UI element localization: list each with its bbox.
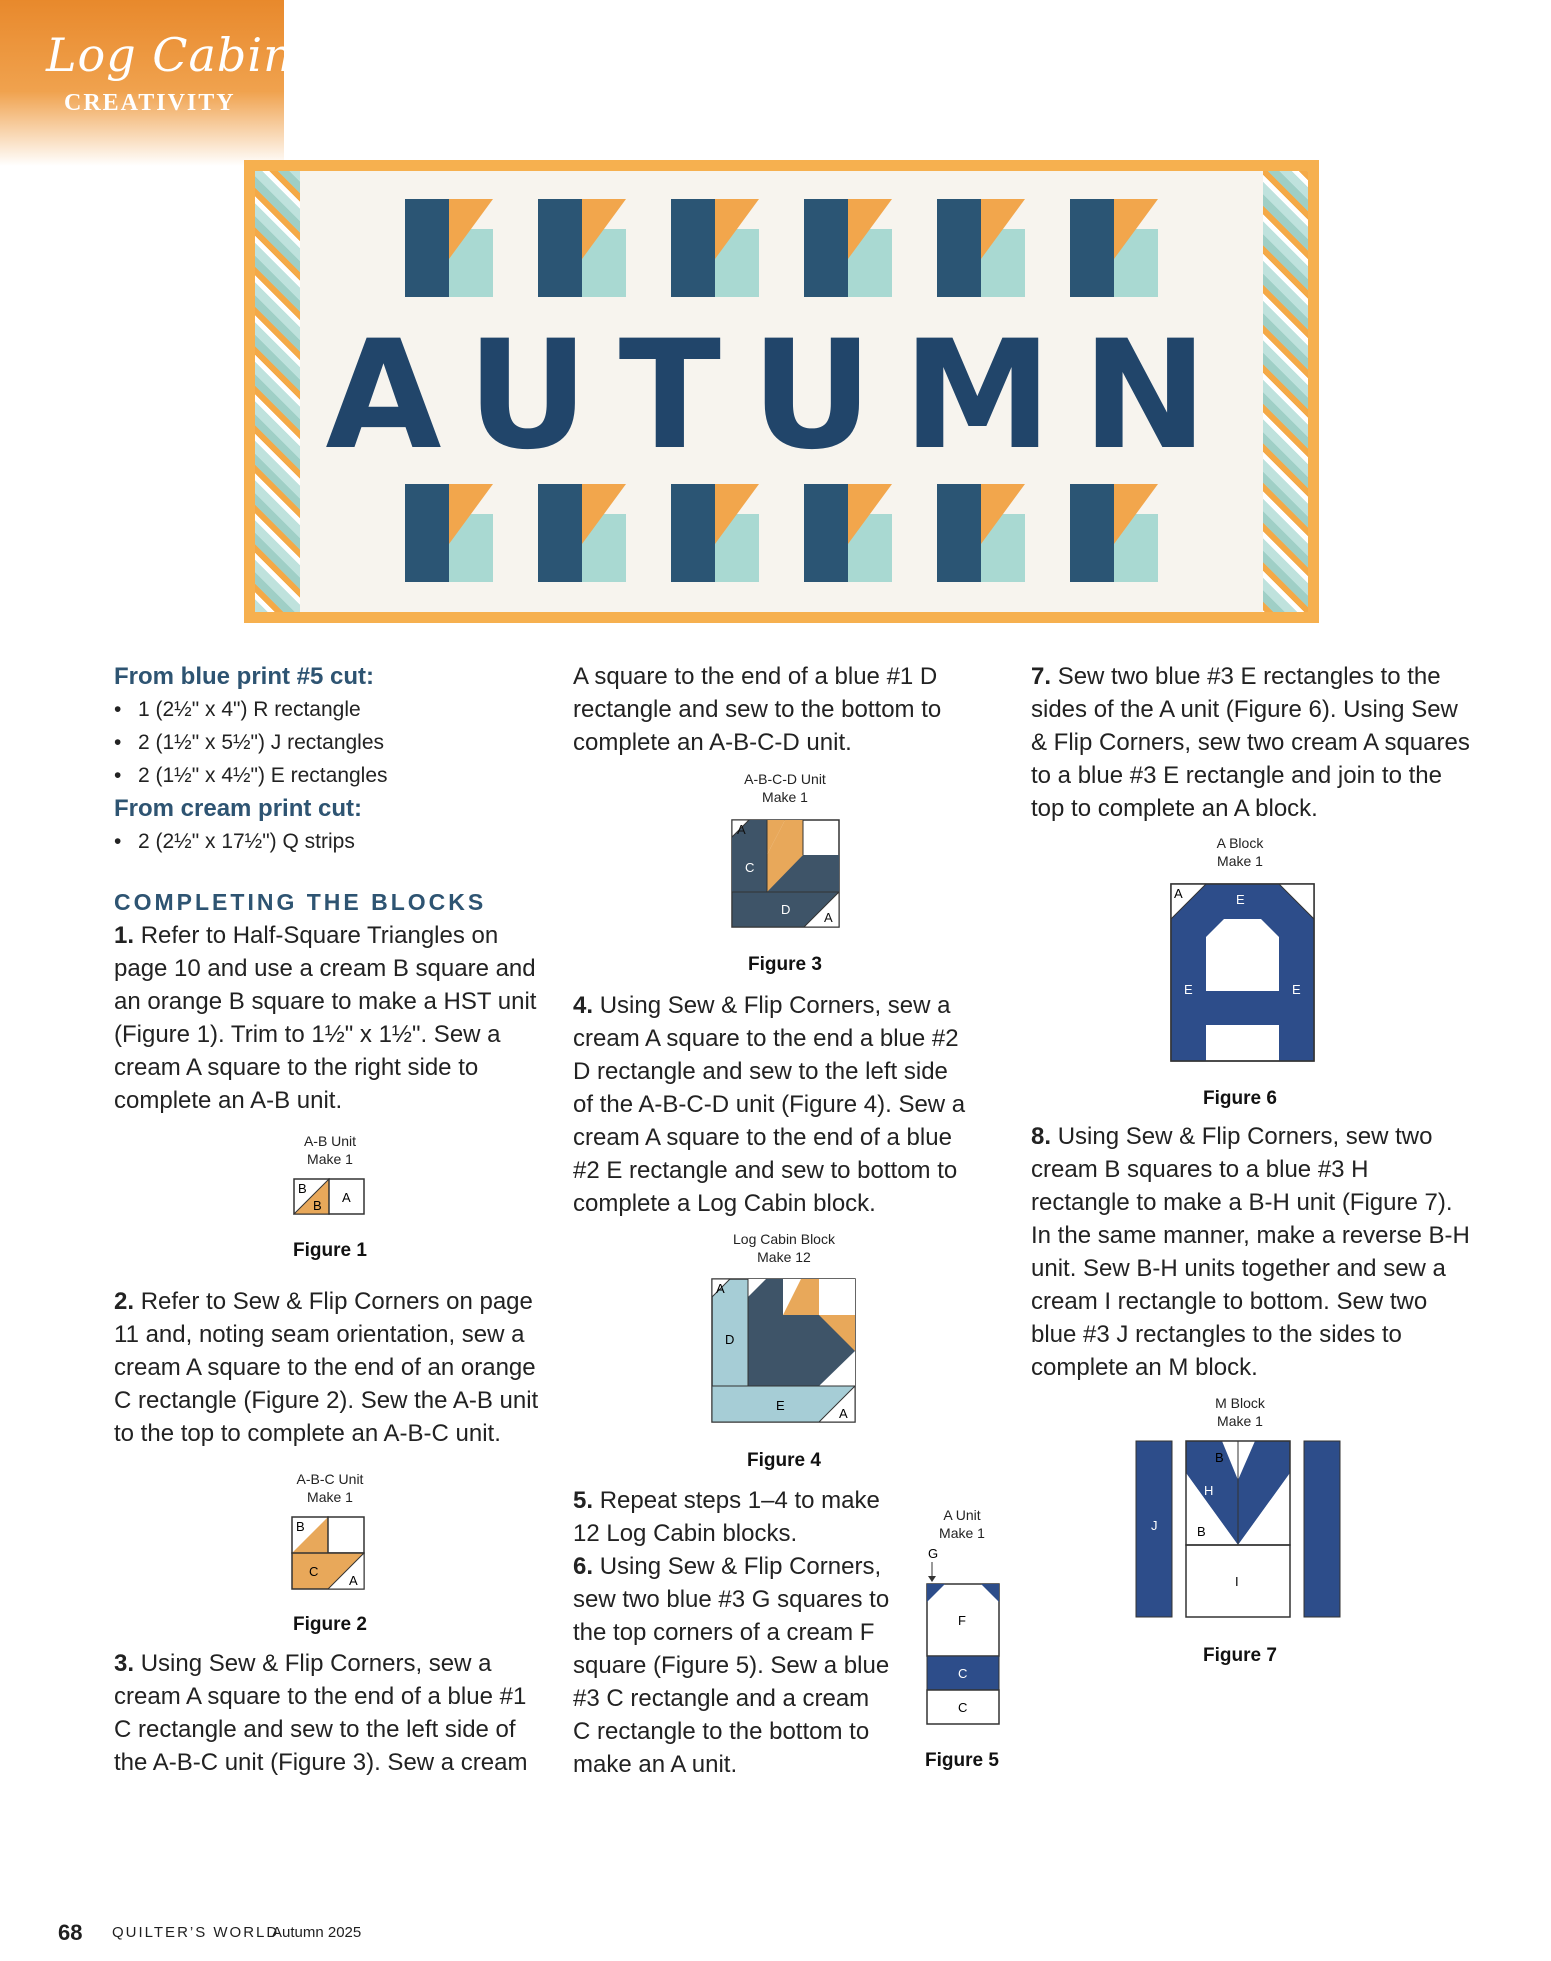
label-a: A (839, 1406, 848, 1421)
figure-title: A Unit (943, 1507, 981, 1523)
column-2 (573, 660, 973, 759)
column-1-step-3 (114, 1647, 544, 1779)
figure-5-title (912, 1506, 1012, 1542)
label-g: G (928, 1546, 939, 1561)
figure-title: A-B Unit (303, 1133, 357, 1149)
figure-5-caption: Figure 5 (925, 1750, 999, 1771)
figure-6-diagram (1170, 883, 1316, 1063)
label-d: D (725, 1332, 735, 1347)
figure-title: A-B-C-D Unit (744, 771, 826, 787)
step-number: 3. (114, 1650, 135, 1677)
figure-7-title (1180, 1394, 1300, 1430)
step-text: Using Sew & Flip Corners, sew a cream A square to the end of a blue #1 C rectangle and sew to the left side of the A-B-C unit (Figure 3). Sew a cream (114, 1650, 528, 1776)
step-number: 7. (1031, 663, 1052, 690)
leaf-block (671, 199, 759, 297)
label-a: A (349, 1573, 358, 1588)
leaf-block (405, 199, 493, 297)
label-i: I (1235, 1574, 1239, 1589)
leaf-block (405, 484, 493, 582)
figure-3-title (715, 770, 855, 806)
figure-4-caption: Figure 4 (747, 1450, 821, 1471)
issue-label: Autumn 2025 (272, 1924, 362, 1941)
figure-2-caption: Figure 2 (293, 1614, 367, 1635)
leaf-row-bottom (405, 484, 1158, 582)
label-c: C (745, 860, 755, 875)
label-e: E (776, 1398, 785, 1413)
label-c: C (958, 1666, 968, 1681)
figure-2-title (270, 1470, 390, 1506)
step-4 (573, 989, 973, 1220)
section-heading: COMPLETING THE BLOCKS (114, 889, 487, 915)
figure-make: Make 1 (307, 1489, 353, 1505)
figure-3-caption: Figure 3 (748, 954, 822, 975)
column-2-step-4 (573, 989, 973, 1220)
figure-make: Make 1 (1217, 853, 1263, 869)
quilt-image (244, 160, 1319, 623)
figure-title: M Block (1215, 1395, 1265, 1411)
label-b: B (296, 1519, 305, 1534)
figure-make: Make 1 (1217, 1413, 1263, 1429)
step-text: Refer to Sew & Flip Corners on page 11 and, noting seam orientation, sew a cream A square to the end of an orange C rectangle (Figure 2). Sew the A-B unit to the top to complete an A-B-C unit. (114, 1288, 539, 1447)
label-b: B (298, 1181, 307, 1196)
figure-4-diagram (711, 1278, 857, 1424)
cut-blue-heading: From blue print #5 cut: (114, 663, 375, 690)
step-text: Refer to Half-Square Triangles on page 10 and use a cream B square and an orange B square to make a HST unit (Figure 1). Trim to 1½" x 1½". Sew a cream A square to the right side to complete an A-B unit. (114, 922, 537, 1114)
label-a: A (737, 822, 746, 837)
cut-blue-item: • 2 (1½" x 4½") E rectangles (114, 759, 544, 792)
figure-make: Make 1 (762, 789, 808, 805)
quilt-center (300, 171, 1263, 612)
cut-cream-heading: From cream print cut: (114, 795, 363, 822)
figure-2-diagram (291, 1516, 365, 1590)
step-text: Repeat steps 1–4 to make 12 Log Cabin blocks. (573, 1487, 880, 1547)
figure-5-diagram (924, 1546, 1004, 1728)
label-b: B (1197, 1524, 1206, 1539)
step-1 (114, 919, 544, 1117)
figure-title: A Block (1216, 835, 1264, 851)
label-e: E (1236, 892, 1245, 907)
step-number: 1. (114, 922, 135, 949)
step-text: Using Sew & Flip Corners, sew two blue #3 G squares to the top corners of a cream F square (Figure 5). Sew a blue #3 C rectangle and a cream C rectangle to the bottom to make an A unit. (573, 1553, 890, 1778)
leaf-block (937, 199, 1025, 297)
header-tab (0, 0, 284, 166)
quilt-word: AUTUMN (325, 309, 1238, 483)
leaf-block (671, 484, 759, 582)
leaf-block (538, 484, 626, 582)
figure-1-diagram (293, 1178, 365, 1216)
step-text: Sew two blue #3 E rectangles to the sides of the A unit (Figure 6). Using Sew & Flip Corners, sew two cream A squares to a blue #3 E rectangle and join to the top to complete an A block. (1031, 663, 1470, 822)
label-b: B (1215, 1450, 1224, 1465)
step-text: Using Sew & Flip Corners, sew two cream B squares to a blue #3 H rectangle to make a B-H unit (Figure 7). In the same manner, make a reverse B-H unit. Sew B-H units together and sew a cream I rectangle to bottom. Sew two blue #3 J rectangles to the sides to complete an M block. (1031, 1123, 1470, 1381)
step-3-continued: A square to the end of a blue #1 D rectangle and sew to the bottom to complete an A-B-C-D unit. (573, 663, 942, 756)
label-a: A (716, 1281, 725, 1296)
column-3-step-8 (1031, 1120, 1471, 1384)
figure-make: Make 1 (307, 1151, 353, 1167)
column-1 (114, 660, 544, 1117)
leaf-block (1070, 484, 1158, 582)
step-6 (573, 1550, 893, 1781)
figure-6-title (1180, 834, 1300, 870)
label-d: D (781, 902, 791, 917)
leaf-block (538, 199, 626, 297)
figure-make: Make 1 (939, 1525, 985, 1541)
quilt-border (255, 171, 1308, 612)
step-text: Using Sew & Flip Corners, sew a cream A square to the end a blue #2 D rectangle and sew to the left side of the A-B-C-D unit (Figure 4). Sew a cream A square to the end of a blue #2 E rectangle and sew to bottom to complete a Log Cabin block. (573, 992, 966, 1217)
figure-6-caption: Figure 6 (1203, 1088, 1277, 1109)
column-3 (1031, 660, 1471, 825)
step-number: 6. (573, 1553, 594, 1580)
figure-1-caption: Figure 1 (293, 1240, 367, 1261)
page-number: 68 (58, 1920, 83, 1945)
label-a: A (824, 910, 833, 925)
label-a: A (1174, 886, 1183, 901)
cut-blue-item: • 2 (1½" x 5½") J rectangles (114, 726, 544, 759)
label-j: J (1151, 1518, 1158, 1533)
label-c: C (958, 1700, 968, 1715)
figure-make: Make 12 (757, 1249, 811, 1265)
leaf-block (937, 484, 1025, 582)
leaf-row-top (405, 199, 1158, 297)
figure-4-title (704, 1230, 864, 1266)
step-7 (1031, 660, 1471, 825)
figure-title: A-B-C Unit (296, 1471, 364, 1487)
step-8 (1031, 1120, 1471, 1384)
leaf-block (1070, 199, 1158, 297)
label-c: C (309, 1564, 319, 1579)
label-f: F (958, 1613, 966, 1628)
step-number: 8. (1031, 1123, 1052, 1150)
label-e: E (1184, 982, 1193, 997)
step-number: 5. (573, 1487, 594, 1514)
header-subtitle: CREATIVITY (64, 90, 236, 116)
label-a: A (342, 1190, 351, 1205)
cut-blue-item: • 1 (2½" x 4") R rectangle (114, 693, 544, 726)
magazine-name: QUILTER’S WORLD (112, 1924, 280, 1941)
figure-7-caption: Figure 7 (1203, 1645, 1277, 1666)
cut-cream-item: • 2 (2½" x 17½") Q strips (114, 825, 544, 858)
figure-3-diagram (731, 819, 841, 929)
column-1-step-2 (114, 1285, 549, 1450)
header-script-title: Log Cabin (46, 28, 294, 82)
label-h: H (1204, 1483, 1214, 1498)
step-number: 4. (573, 992, 594, 1019)
figure-7-diagram (1135, 1440, 1345, 1620)
column-2-steps-5-6 (573, 1484, 893, 1781)
label-e: E (1292, 982, 1301, 997)
figure-1-title (270, 1132, 390, 1168)
step-2 (114, 1285, 549, 1450)
leaf-block (804, 199, 892, 297)
leaf-block (804, 484, 892, 582)
step-3 (114, 1647, 544, 1779)
step-5 (573, 1484, 893, 1550)
step-number: 2. (114, 1288, 135, 1315)
figure-title: Log Cabin Block (733, 1231, 835, 1247)
label-b: B (313, 1198, 322, 1213)
